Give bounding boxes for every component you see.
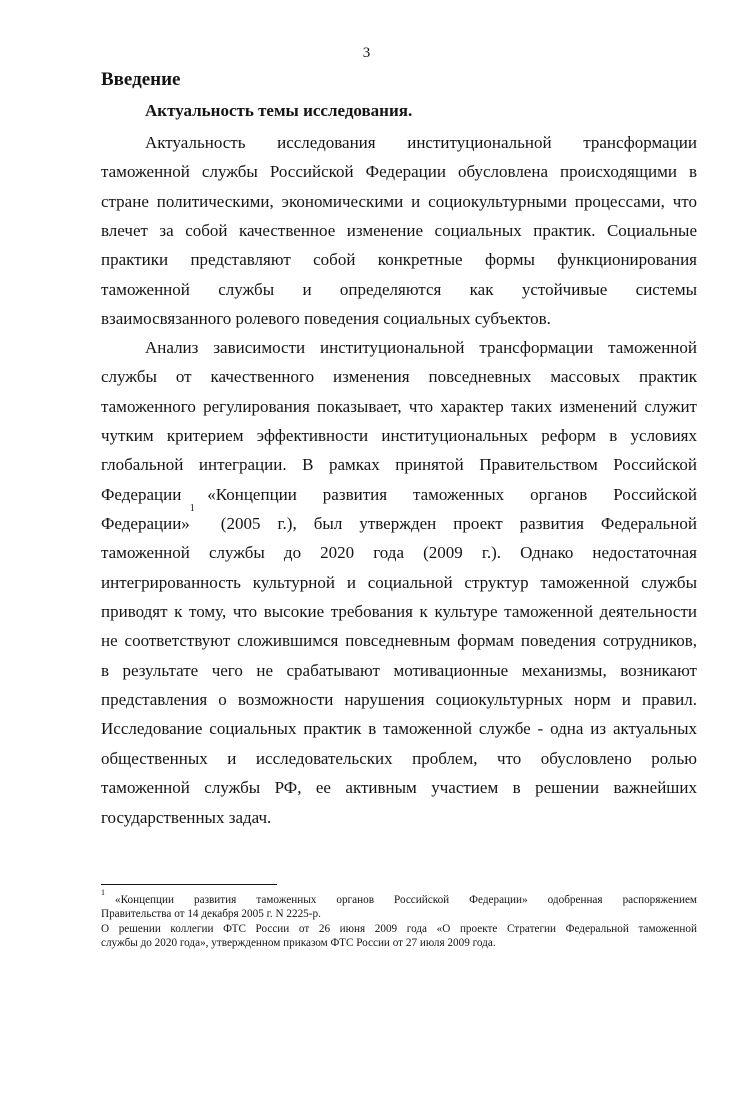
paragraph-line: представления о возможности нарушения социокультурных норм и правил. (101, 690, 697, 710)
footnotes (101, 888, 697, 950)
page-number: 3 (362, 45, 371, 61)
paragraph-line: Анализ зависимости институциональной трансформации таможенной (145, 338, 697, 357)
paragraph-line: Актуальность исследования институциональной трансформации (145, 133, 697, 152)
paragraph-line: чутким критерием эффективности институциональных реформ в условиях (101, 426, 697, 446)
paragraph-line: таможенной службы Российской Федерации обусловлена происходящими в (101, 162, 697, 182)
footnote-text: «Концепции развития таможенных органов Российской Федерации» одобренная распоряжением (115, 894, 697, 906)
footnote-marker: 1 (101, 888, 105, 897)
paragraph-line: таможенного регулирования показывает, что характер таких изменений служит (101, 396, 697, 416)
subsection-heading: Актуальность темы исследования. (145, 101, 413, 120)
paragraph-line: практики представляют собой конкретные формы функционирования (101, 250, 697, 270)
paragraph-line: государственных задач. (101, 807, 272, 827)
section-heading: Введение (101, 69, 181, 90)
paragraph-line: не соответствуют сложившимся повседневным формам поведения сотрудников, (101, 631, 697, 651)
paragraph-line: влечет за собой качественное изменение социальных практик. Социальные (101, 221, 697, 241)
paragraph-line: службы от качественного изменения повседневных массовых практик (101, 367, 697, 387)
paragraph-line: глобальной интеграции. В рамках принятой Правительством Российской (101, 455, 697, 475)
paragraph-line: Федерации «Концепции развития таможенных органов Российской (101, 484, 697, 504)
paragraph-line: интегрированность культурной и социальной структур таможенной службы (101, 572, 697, 592)
footnote-line: Правительства от 14 декабря 2005 г. N 2225-р. (101, 908, 321, 921)
paragraph-line: в результате чего не срабатывают мотивационные механизмы, возникают (101, 660, 697, 680)
paragraph-line: Исследование социальных практик в таможенной службе - одна из актуальных (101, 719, 697, 739)
paragraph-line-with-footnote-ref (101, 503, 697, 538)
paragraph-line: общественных и исследовательских проблем, что обусловлено ролью (101, 748, 697, 768)
footnote-anchor-text: Федерации» (101, 514, 190, 534)
footnote-line: службы до 2020 года», утвержденном приказом ФТС России от 27 июля 2009 года. (101, 936, 496, 949)
paragraph-line: стране политическими, экономическими и социокультурными процессами, что (101, 191, 697, 211)
paragraph-line: приводят к тому, что высокие требования к культуре таможенной деятельности (101, 602, 697, 622)
paragraph-1 (101, 128, 697, 333)
footnote-separator (101, 884, 277, 885)
footnote-line: О решении коллегии ФТС России от 26 июня 2009 года «О проекте Стратегии Федеральной таможенной (101, 922, 697, 935)
paragraph-line: таможенной службы до 2020 года (2009 г.). Однако недостаточная (101, 543, 697, 563)
paragraph-line: таможенной службы и определяются как устойчивые системы (101, 279, 697, 299)
paragraph-line: таможенной службы РФ, ее активным участием в решении важнейших (101, 778, 697, 798)
footnote-line (101, 888, 697, 907)
paragraph-2 (101, 333, 697, 832)
footnote-reference: 1 (189, 503, 195, 515)
paragraph-line-rest: (2005 г.), был утвержден проект развития Федеральной (220, 514, 697, 534)
paragraph-line: взаимосвязанного ролевого поведения социальных субъектов. (101, 309, 551, 329)
